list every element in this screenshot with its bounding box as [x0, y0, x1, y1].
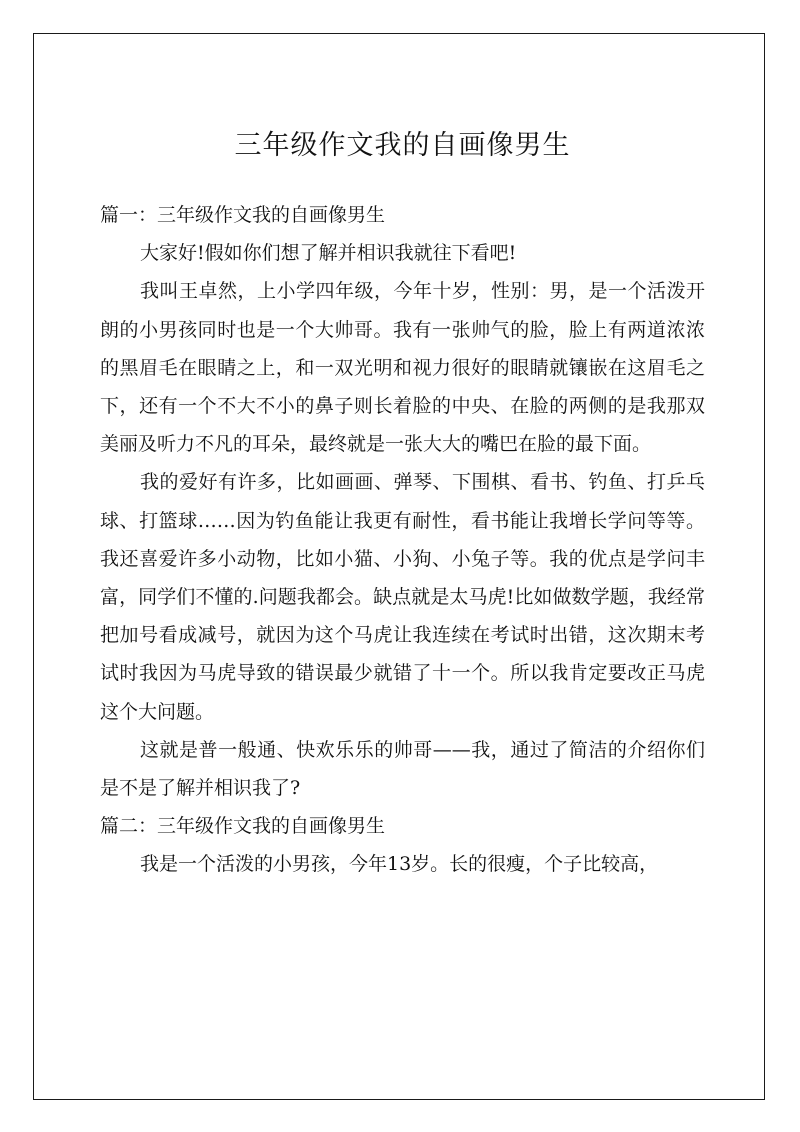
document-title: 三年级作文我的自画像男生 [234, 130, 571, 161]
paragraph: 我的爱好有许多，比如画画、弹琴、下围棋、看书、钓鱼、打乒乓球、打篮球……因为钓鱼能让我更有耐性，看书能让我增长学问等等。我还喜爱许多小动物，比如小猫、小狗、小兔子等。我的优点是学问丰富，同学们不懂的.问题我都会。缺点就是太马虎!比如做数学题，我经常把加号看成减号，就因为这个马虎让我连续在考试时出错，这次期末考试时我因为马虎导致的错误最少就错了十一个。所以我肯定要改正马虎这个大问题。 [100, 471, 705, 723]
paragraph: 我叫王卓然，上小学四年级，今年十岁，性别：男，是一个活泼开朗的小男孩同时也是一个大帅哥。我有一张帅气的脸，脸上有两道浓浓的黑眉毛在眼睛之上，和一双光明和视力很好的眼睛就镶嵌在这眉毛之下，还有一个不大不小的鼻子则长着脸的中央、在脸的两侧的是我那双美丽及听力不凡的耳朵，最终就是一张大大的嘴巴在脸的最下面。 [100, 280, 705, 456]
document-body [100, 196, 705, 884]
paragraph: 这就是普一般通、快欢乐乐的帅哥——我，通过了简洁的介绍你们是不是了解并相识我了? [100, 738, 705, 800]
section-heading: 篇二：三年级作文我的自画像男生 [100, 815, 386, 838]
paragraph: 我是一个活泼的小男孩，今年13岁。长的很瘦，个子比较高， [140, 853, 659, 876]
paragraph: 大家好!假如你们想了解并相识我就往下看吧! [140, 242, 517, 265]
section-heading: 篇一：三年级作文我的自画像男生 [100, 204, 386, 226]
